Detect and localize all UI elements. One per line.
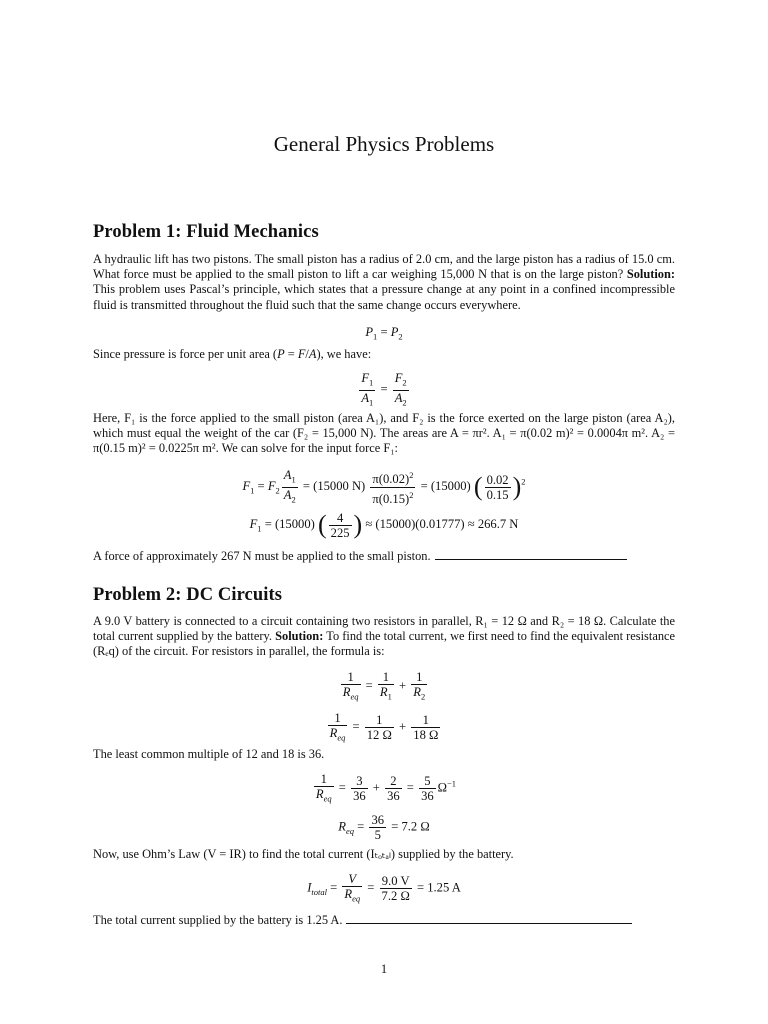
here-text: Here, F₁ is the force applied to the small piston (area A₁), and F₂ is the force exerted on the large piston (area A₂), which must equal the weight of the car (F₂ = 15,000 N). The areas are A = πr². [93,411,675,441]
problem-1-section [93,222,675,243]
pressure-text-end: ), we have: [316,347,372,361]
problem-1-text [93,252,675,313]
equation-pressure-equal: $P_1 = P_2$ [365,325,403,342]
problem-1-solution-text: This problem uses Pascal’s principle, which states that a pressure change at any point in a confined incompressible fluid is transmitted throughout the fluid such that the same change occurs everywhere. [93,282,675,312]
answer-rule [435,559,627,560]
answer-rule [346,923,632,924]
equation-f1-result: $F_1 = (15000)$ ( $\frac{4}{225}$ ) ≈ (15000)(0.01777) ≈ 266.7 N [249,510,519,540]
pressure-definition-line: Since pressure is force per unit area (P = F/A), we have: [93,347,372,361]
problem-2-conclusion [93,913,675,928]
problem-1-explanation [93,411,675,457]
problem-1-conclusion [93,549,675,564]
ohm-law-line [93,847,675,862]
areas-text: A₁ = π(0.02 m)² = 0.0004π m². A₂ = π(0.15 m)² = 0.0225π m². We can solve for the input force F₁: [93,426,675,456]
problem-2-intro [93,614,675,660]
page-number: 1 [380,962,388,976]
lcm-text: The least common multiple of 12 and 18 is 36. [93,747,325,761]
pressure-text-start: Since pressure is force per unit area ( [93,347,278,361]
document-title: General Physics Problems [273,132,495,156]
equation-f1-solve: $F_1 = F_2$ $\frac{A_1}{A_2}$ = (15000 N) $\frac{\pi(0.02)^2}{\pi(0.15)^2}$ = (15000) ( $\frac{0.02}{0.15}$ )$^2$ [242,468,526,506]
problem-2-section [93,585,675,606]
problem-1-conclusion-text: A force of approximately 267 N must be applied to the small piston. [93,549,431,563]
problem-2-solution-label: Solution: [275,629,324,644]
problem-1-question: A hydraulic lift has two pistons. The small piston has a radius of 2.0 cm, and the large piston has a radius of 15.0 cm. What force must be applied to the small piston to lift a car weighing 15,000 N that is on the large piston? [93,252,675,282]
problem-2-heading: Problem 2: DC Circuits [93,585,283,605]
equation-lcm-sum: $\frac{1}{R_{eq}}$ = $\frac{3}{36}$ + $\frac{2}{36}$ = $\frac{5}{36}$ $\Omega^{-1}$ [315,772,457,804]
problem-2-conclusion-text: The total current supplied by the battery is 1.25 A. [93,913,343,927]
equation-parallel-formula: $\frac{1}{R_{eq}}$ = $\frac{1}{R_1}$ + $\frac{1}{R_2}$ [342,670,426,702]
equation-parallel-values: $\frac{1}{R_{eq}}$ = $\frac{1}{12 \Omega}$ + $\frac{1}{18 \Omega}$ [329,711,439,743]
equation-current: $I_{total}$ = $\frac{V}{R_{eq}}$ = $\frac{9.0 V}{7.2 \Omega}$ = 1.25 A [307,872,461,904]
ohm-text: Now, use Ohm’s Law (V = IR) to find the total current (Iₜₒₜₐₗ) supplied by the battery. [93,847,514,861]
problem-2-question: A 9.0 V battery is connected to a circuit containing two resistors in parallel, R₁ = 12 Ω and R₂ = 18 Ω. Calculate the total current supplied by the battery. [93,614,675,644]
equation-req-result: $R_{eq}$ = $\frac{36}{5}$ = 7.2 Ω [338,813,430,842]
problem-2-solution-text: To find the total current, we first need to find the equivalent resistance (Rₑq) of the circuit. For resistors in parallel, the formula is: [93,629,676,659]
problem-1-heading: Problem 1: Fluid Mechanics [93,222,319,242]
problem-1-intro [93,252,675,313]
lcm-line [93,747,675,762]
equation-force-area-ratio: $\frac{F_1}{A_1}$ = $\frac{F_2}{A_2}$ [361,371,407,408]
problem-1-solution-label: Solution: [626,267,676,282]
